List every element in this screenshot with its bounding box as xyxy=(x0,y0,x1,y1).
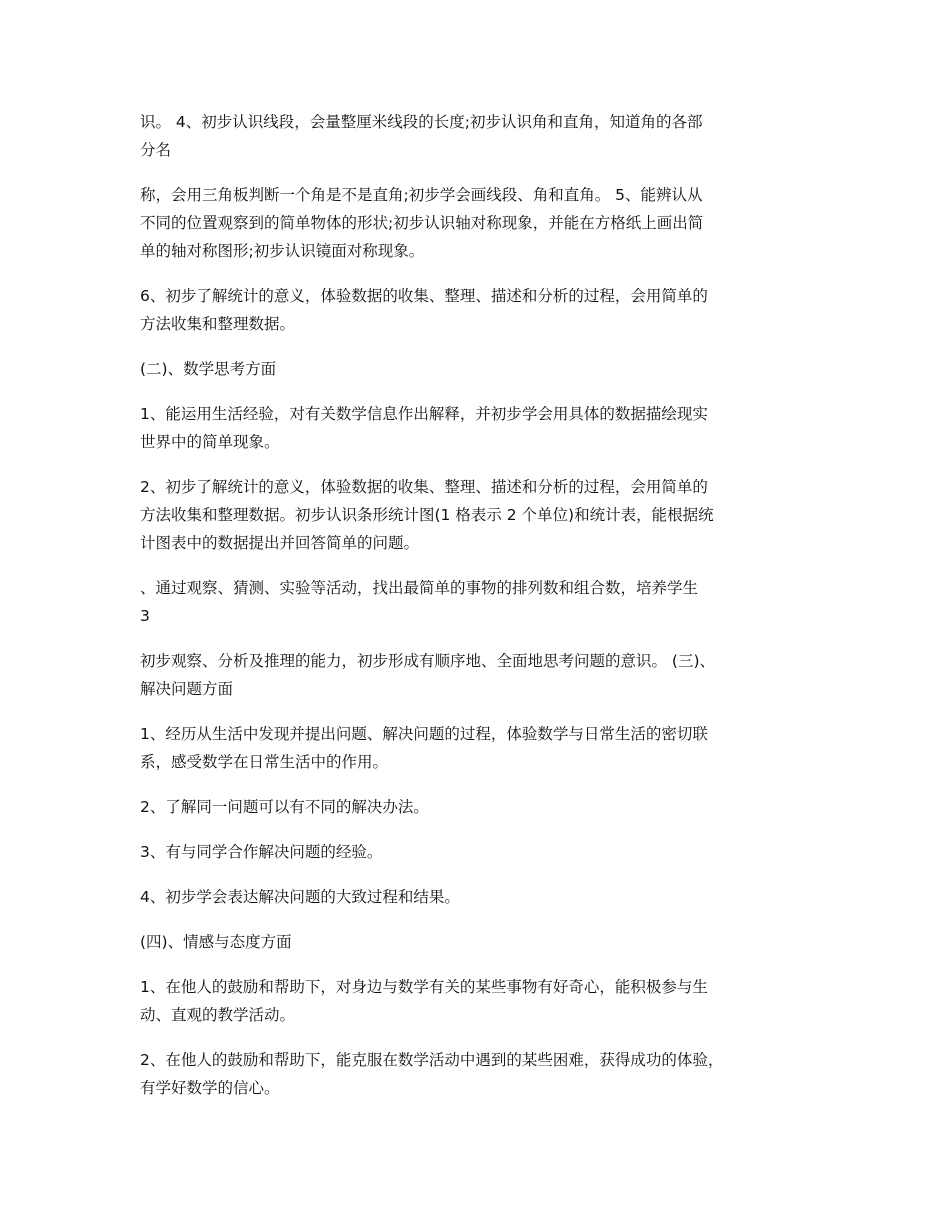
paragraph: 1、在他人的鼓励和帮助下，对身边与数学有关的某些事物有好奇心，能积极参与生 动、直观的教学活动。 xyxy=(140,978,708,1024)
paragraph: 1、经历从生活中发现并提出问题、解决问题的过程，体验数学与日常生活的密切联 系，感受数学在日常生活中的作用。 xyxy=(140,725,708,771)
paragraph: 初步观察、分析及推理的能力，初步形成有顺序地、全面地思考问题的意识。 (三)、 解决问题方面 xyxy=(140,652,716,698)
section-heading: (四)、情感与态度方面 xyxy=(140,933,292,951)
paragraph: 3、有与同学合作解决问题的经验。 xyxy=(140,843,383,861)
paragraph: 1、能运用生活经验，对有关数学信息作出解释，并初步学会用具体的数据描绘现实 世界中的简单现象。 xyxy=(140,405,708,451)
paragraph: 2、初步了解统计的意义，体验数据的收集、整理、描述和分析的过程，会用简单的 方法收集和整理数据。初步认识条形统计图(1 格表示 2 个单位)和统计表，能根据统 计图表中的数据提出并回答简单的问题。 xyxy=(140,478,714,552)
paragraph: 称，会用三角板判断一个角是不是直角;初步学会画线段、角和直角。 5、能辨认从 不同的位置观察到的简单物体的形状;初步认识轴对称现象，并能在方格纸上画出简 单的轴对称图形;初步认识镜面对称现象。 xyxy=(140,186,704,260)
paragraph: 、通过观察、猜测、实验等活动，找出最简单的事物的排列数和组合数，培养学生 3 xyxy=(140,579,699,625)
paragraph: 识。 4、初步认识线段，会量整厘米线段的长度;初步认识角和直角，知道角的各部 分名 xyxy=(140,113,703,159)
paragraph: 6、初步了解统计的意义，体验数据的收集、整理、描述和分析的过程，会用简单的 方法收集和整理数据。 xyxy=(140,287,708,333)
paragraph: 4、初步学会表达解决问题的大致过程和结果。 xyxy=(140,888,460,906)
paragraph: 2、了解同一问题可以有不同的解决办法。 xyxy=(140,798,429,816)
section-heading: (二)、数学思考方面 xyxy=(140,360,277,378)
document-page xyxy=(140,108,830,1119)
paragraph: 2、在他人的鼓励和帮助下，能克服在数学活动中遇到的某些困难，获得成功的体验， 有学好数学的信心。 xyxy=(140,1051,724,1097)
